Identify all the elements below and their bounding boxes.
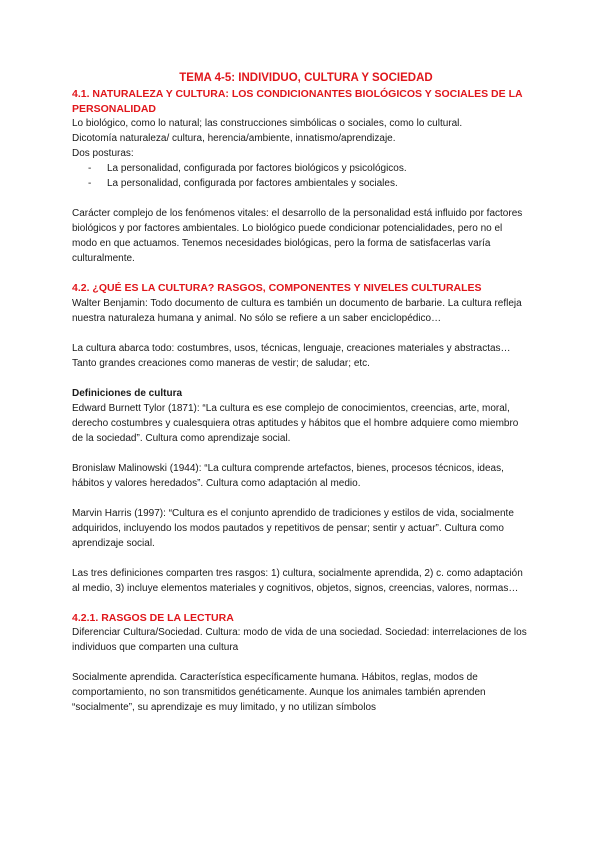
definitions-heading: Definiciones de cultura	[72, 387, 183, 399]
section-4-2-heading: 4.2. ¿QUÉ ES LA CULTURA? RASGOS, COMPONENTES Y NIVELES CULTURALES	[72, 282, 482, 294]
list-item	[88, 161, 528, 176]
paragraph-harris: Marvin Harris (1997): “Cultura es el conjunto aprendido de tradiciones y estilos de vida, socialmente adquiridos, incluyendo los modos pautados y repetitivos de pensar; sentir y actuar”. Cultura como aprendizaje social.	[72, 507, 514, 549]
list-item-text: La personalidad, configurada por factores biológicos y psicológicos.	[107, 163, 407, 174]
dash-list	[72, 161, 528, 191]
paragraph: Carácter complejo de los fenómenos vitales: el desarrollo de la personalidad está influido por factores biológicos y por factores ambientales. Lo biológico puede condicionar potencialidades, pero no el modo en que actuamos. Tenemos necesidades biológicas, pero la forma de satisfacerlas varía culturalmente.	[72, 208, 523, 264]
paragraph: Dicotomía naturaleza/ cultura, herencia/ambiente, innatismo/aprendizaje.	[72, 133, 396, 144]
paragraph-malinowski: Bronislaw Malinowski (1944): “La cultura comprende artefactos, bienes, procesos técnicos, ideas, hábitos y valores heredados”. Cultura como adaptación al medio.	[72, 462, 504, 489]
section-4-2-1-heading: 4.2.1. RASGOS DE LA LECTURA	[72, 611, 234, 624]
dash-bullet: -	[88, 163, 92, 174]
page-title: TEMA 4-5: INDIVIDUO, CULTURA Y SOCIEDAD	[179, 72, 433, 84]
paragraph-rasgos: Las tres definiciones comparten tres rasgos: 1) cultura, socialmente aprendida, 2) c. como adaptación al medio, 3) incluye elementos materiales y cognitivos, objetos, signos, creencias, valores, normas…	[72, 567, 523, 594]
paragraph: Lo biológico, como lo natural; las construcciones simbólicas o sociales, como lo cultural.	[72, 118, 463, 129]
paragraph-tylor: Edward Burnett Tylor (1871): “La cultura es ese complejo de conocimientos, creencias, arte, moral, derecho costumbres y cualesquiera otras aptitudes y hábitos que el hombre adquiere como miembro de la sociedad”. Cultura como aprendizaje social.	[72, 402, 519, 444]
list-item	[88, 176, 528, 191]
paragraph: Diferenciar Cultura/Sociedad. Cultura: modo de vida de una sociedad. Sociedad: interrelaciones de los individuos que comparten una cultura	[72, 627, 527, 653]
list-item-text: La personalidad, configurada por factores ambientales y sociales.	[107, 178, 398, 189]
page-content	[72, 71, 528, 715]
paragraph: Socialmente aprendida. Característica específicamente humana. Hábitos, reglas, modos de comportamiento, no son transmitidos genéticamente. Aunque los animales también aprenden “socialmente”, su aprendizaje es muy limitado, y no utilizan símbolos	[72, 672, 486, 713]
paragraph: La cultura abarca todo: costumbres, usos, técnicas, lenguaje, creaciones materiales y abstractas… Tanto grandes creaciones como maneras de vestir; de saludar; etc.	[72, 342, 511, 369]
dash-bullet: -	[88, 178, 92, 189]
section-4-1-heading: 4.1. NATURALEZA Y CULTURA: LOS CONDICIONANTES BIOLÓGICOS Y SOCIALES DE LA PERSONALIDAD	[72, 88, 523, 115]
paragraph: Walter Benjamin: Todo documento de cultura es también un documento de barbarie. La cultura refleja nuestra naturaleza humana y animal. No sólo se refiere a un saber enciclopédico…	[72, 297, 522, 324]
paragraph: Dos posturas:	[72, 148, 134, 159]
